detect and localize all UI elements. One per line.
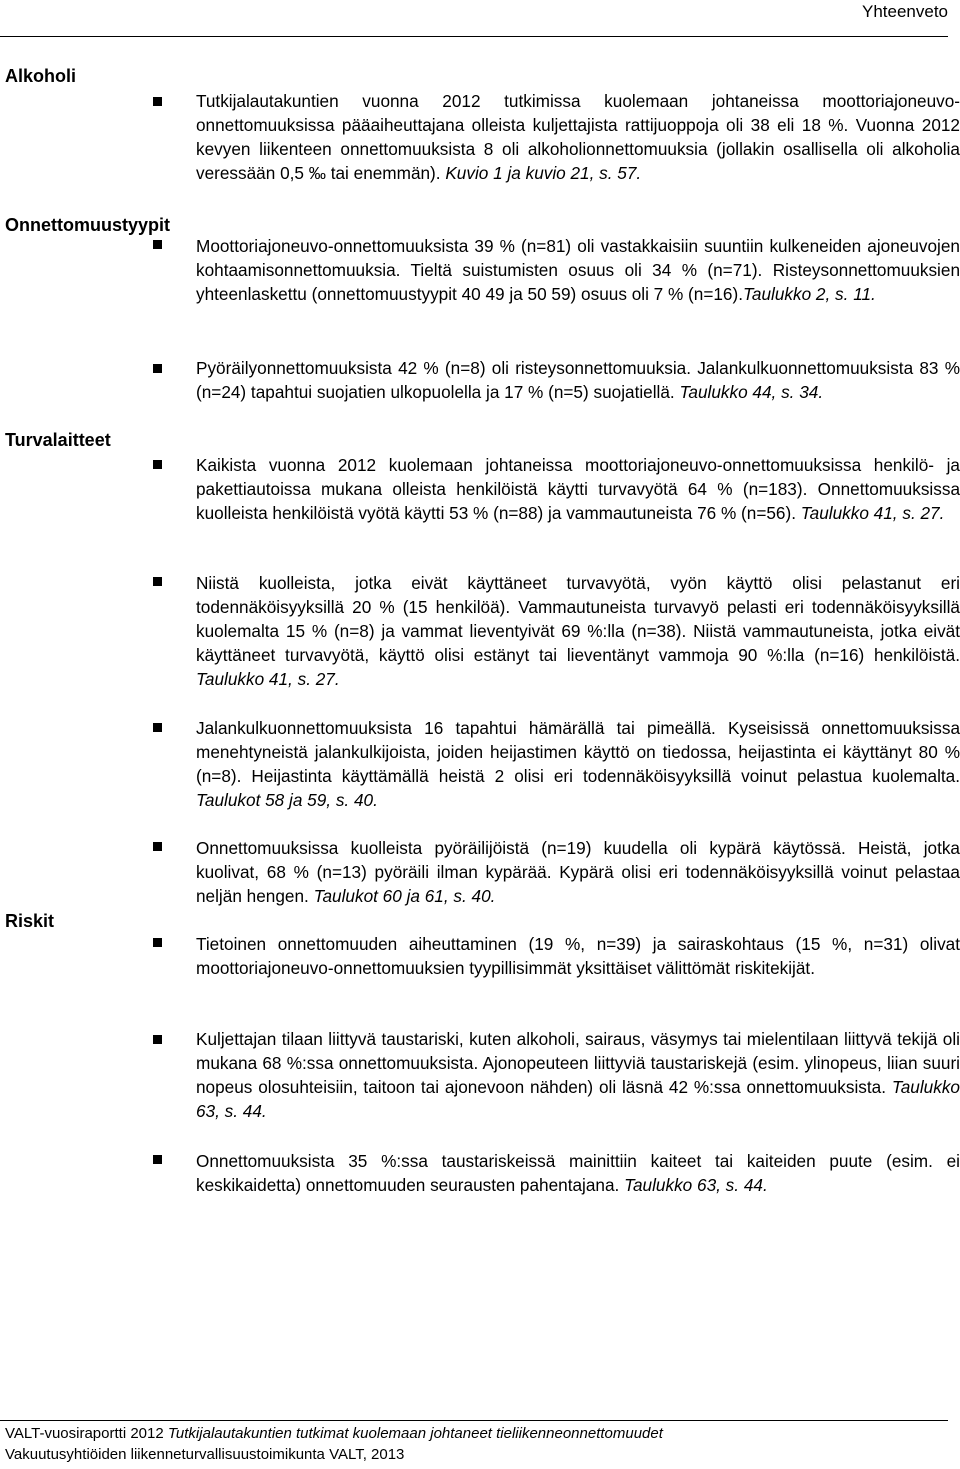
paragraph-reference: Taulukko 2, s. 11. <box>743 284 876 304</box>
paragraph-riskit-3 <box>196 1149 960 1197</box>
paragraph-text: Tutkijalautakuntien vuonna 2012 tutkimissa kuolemaan johtaneissa moottoriajoneuvo-onnettomuuksissa pääaiheuttajana olleista kuljettajista rattijuoppoja oli 38 eli 18 %. Vuonna 2012 kevyen liikenteen onnettomuuksista 8 oli alkoholionnettomuuksia (jollakin osallisella oli alkoholia veressään 0,5 ‰ tai enemmän). <box>196 91 960 183</box>
header-divider <box>0 36 948 37</box>
page-header-title: Yhteenveto <box>861 2 948 21</box>
section-title-riskit: Riskit <box>5 911 55 931</box>
section-title-onnettomuustyypit: Onnettomuustyypit <box>5 215 170 235</box>
paragraph-onnettomuustyypit-2 <box>196 356 960 404</box>
paragraph-turvalaitteet-4 <box>196 836 960 908</box>
paragraph-text: Niistä kuolleista, jotka eivät käyttäneet turvavyötä, vyön käyttö olisi pelastanut eri todennäköisyyksillä 20 % (15 henkilöä). Vammautuneista turvavyö pelasti eri todennäköisyyksillä kuolemalta 15 % (n=8) ja vammat lieventyivät 69 %:lla (n=38). Niistä vammautuneista, jotka eivät käyttäneet turvavyötä, käyttö olisi estänyt tai lieventänyt vammoja 90 %:lla (n=16) henkilöistä. <box>196 573 960 665</box>
footer-divider <box>0 1420 948 1421</box>
bullet-marker <box>153 460 162 469</box>
paragraph-text: Tietoinen onnettomuuden aiheuttaminen (19 %, n=39) ja sairaskohtaus (15 %, n=31) olivat moottoriajoneuvo-onnettomuuksien tyypillisimmät yksittäiset välittömät riskitekijät. <box>196 934 960 978</box>
footer-report-name: VALT-vuosiraportti 2012 <box>5 1425 168 1442</box>
paragraph-reference: Taulukko 44, s. 34. <box>679 382 824 402</box>
bullet-marker <box>153 1035 162 1044</box>
bullet-marker <box>153 577 162 586</box>
paragraph-turvalaitteet-1 <box>196 453 960 525</box>
paragraph-turvalaitteet-2 <box>196 571 960 691</box>
paragraph-onnettomuustyypit-1 <box>196 234 960 306</box>
bullet-marker <box>153 1155 162 1164</box>
paragraph-reference: Taulukko 63, s. 44. <box>624 1175 768 1195</box>
paragraph-text: Jalankulkuonnettomuuksista 16 tapahtui hämärällä tai pimeällä. Kyseisissä onnettomuuksissa menehtyneistä jalankulkijoista, joiden heijastimen käyttö on tiedossa, heijastinta ei käyttänyt 80 % (n=8). Heijastinta käyttämällä heistä 2 olisi eri todennäköisyyksillä voinut pelastua kuolemalta. <box>196 718 960 786</box>
paragraph-reference: Taulukot 58 ja 59, s. 40. <box>196 790 378 810</box>
paragraph-text: Kuljettajan tilaan liittyvä taustariski, kuten alkoholi, sairaus, väsymys tai mielentilaan liittyvä tekijä oli mukana 68 %:ssa onnettomuuksista. Ajonopeuteen liittyviä taustariskejä (esim. ylinopeus, liian suuri nopeus olosuhteisiin, taitoon tai ajonevoon nähden) oli läsnä 42 %:ssa onnettomuuksista. <box>196 1029 960 1097</box>
section-title-turvalaitteet: Turvalaitteet <box>5 430 111 450</box>
paragraph-riskit-2 <box>196 1027 960 1123</box>
bullet-marker <box>153 723 162 732</box>
bullet-marker <box>153 97 162 106</box>
footer-line-2: Vakuutusyhtiöiden liikenneturvallisuustoimikunta VALT, 2013 <box>5 1446 405 1463</box>
paragraph-reference: Taulukot 60 ja 61, s. 40. <box>313 886 496 906</box>
bullet-marker <box>153 364 162 373</box>
paragraph-text: Moottoriajoneuvo-onnettomuuksista 39 % (n=81) oli vastakkaisiin suuntiin kulkeneiden ajoneuvojen kohtaamisonnettomuuksia. Tieltä suistumisten osuus oli 34 % (n=71). Risteysonnettomuuksien yhteenlaskettu (onnettomuustyypit 40 49 ja 50 59) osuus oli 7 % (n=16). <box>196 236 960 304</box>
paragraph-reference: Taulukko 63, s. 44. <box>196 1077 960 1121</box>
bullet-marker <box>153 938 162 947</box>
footer-report-subtitle: Tutkijalautakuntien tutkimat kuolemaan johtaneet tieliikenneonnettomuudet <box>167 1425 663 1442</box>
paragraph-text: Kaikista vuonna 2012 kuolemaan johtaneissa moottoriajoneuvo-onnettomuuksissa henkilö- ja pakettiautoissa mukana olleista henkilöistä käytti turvavyötä 64 % (n=183). Onnettomuuksissa kuolleista henkilöistä vyötä käytti 53 % (n=88) ja vammautuneista 76 % (n=56). <box>196 455 960 523</box>
paragraph-riskit-1 <box>196 932 960 980</box>
paragraph-reference: Taulukko 41, s. 27. <box>800 503 945 523</box>
paragraph-alkoholi-1 <box>196 89 960 185</box>
bullet-marker <box>153 240 162 249</box>
paragraph-reference: Kuvio 1 ja kuvio 21, s. 57. <box>445 163 642 183</box>
paragraph-reference: Taulukko 41, s. 27. <box>196 669 340 689</box>
paragraph-text: Onnettomuuksista 35 %:ssa taustariskeissä mainittiin kaiteet tai kaiteiden puute (esim. ei keskikaidetta) onnettomuuden seurausten pahentajana. <box>196 1151 960 1195</box>
paragraph-text: Onnettomuuksissa kuolleista pyöräilijöistä (n=19) kuudella oli kypärä käytössä. Heistä, jotka kuolivat, 68 % (n=13) pyöräili ilman kypärää. Kypärä olisi eri todennäköisyyksillä voinut pelastaa neljän hengen. <box>196 838 960 906</box>
bullet-marker <box>153 842 162 851</box>
paragraph-text: Pyöräilyonnettomuuksista 42 % (n=8) oli risteysonnettomuuksia. Jalankulkuonnettomuuksista 83 % (n=24) tapahtui suojatien ulkopuolella ja 17 % (n=5) suojatiellä. <box>196 358 960 402</box>
footer-line-1 <box>5 1424 663 1444</box>
paragraph-turvalaitteet-3 <box>196 716 960 812</box>
section-title-alkoholi: Alkoholi <box>5 66 76 86</box>
